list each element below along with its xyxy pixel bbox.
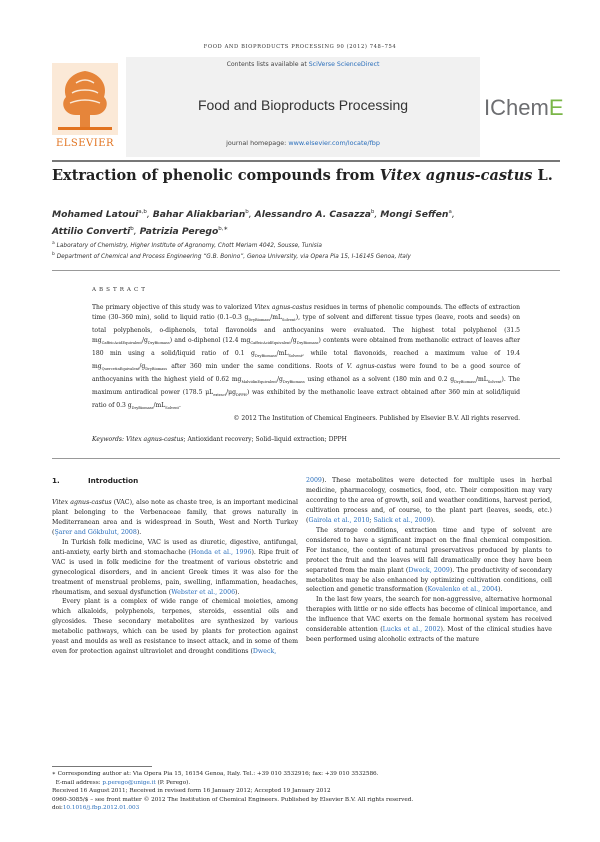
title-main: Extraction of phenolic compounds from <box>52 167 380 184</box>
affiliation-sup: b <box>52 252 55 257</box>
author-line-1 <box>52 205 560 222</box>
author-name[interactable]: Alessandro A. Casazza <box>254 209 371 221</box>
citation-link[interactable]: Webster et al., 2006 <box>171 588 236 596</box>
email-line: E-mail address: p.perego@unige.it (P. Perego). <box>55 779 191 786</box>
contents-line <box>126 61 480 68</box>
citation-link[interactable]: 2009 <box>306 477 322 484</box>
author-affiliation-sup: b <box>130 226 134 233</box>
paragraph: Vitex agnus-castus (VAC), also note as chaste tree, is an important medicinal plant belonging to the Verbenaceae family, that grows naturally in Mediterranean area and is widespread in South, West and North Turkey (Şarer and Gökbulut, 2008). <box>52 498 298 536</box>
author-separator: , <box>146 209 153 221</box>
footnotes <box>52 770 552 813</box>
affiliation-text: Laboratory of Chemistry, Higher Institute of Agronomy, Chott Meriam 4042, Sousse, Tunisia <box>56 242 322 249</box>
email-link[interactable]: p.perego@unige.it <box>102 779 156 786</box>
sciverse-link[interactable]: SciVerse ScienceDirect <box>308 61 380 68</box>
paragraph: Every plant is a complex of wide range of chemical moieties, among which alkaloids, polyphenols, terpenes, steroids, essential oils and glycosides. These secondary metabolites are synthesized by various metabolic pathways, which can be used by plants for protection against yeast and moulds as well as resistance to insect attack, and in some of them even for protection against ultraviolet and drought conditions (Dweck, <box>52 598 298 656</box>
author-affiliation-sup: b,∗ <box>218 226 229 233</box>
author-name[interactable]: Mongi Seffen <box>380 209 449 221</box>
section-number: 1. <box>52 476 60 485</box>
author-separator: , <box>248 209 255 221</box>
keywords-label: Keywords: <box>92 436 125 443</box>
body-column-right <box>306 476 552 645</box>
running-head: FOOD AND BIOPRODUCTS PROCESSING 90 (2012) 748–754 <box>203 44 397 50</box>
homepage-prefix: journal homepage: <box>226 139 289 147</box>
author-separator: , <box>451 209 455 221</box>
corresponding-author: ∗ Corresponding author at: Via Opera Pia 15, 16154 Genoa, Italy. Tel.: +39 010 3532916; fax: +39 010 3532586. <box>52 771 379 777</box>
author-name[interactable]: Bahar Aliakbarian <box>152 209 246 221</box>
author-separator: , <box>374 209 381 221</box>
author-affiliation-sup: a,b <box>138 209 147 215</box>
citation-link[interactable]: Lucks et al., 2002 <box>382 626 441 634</box>
elsevier-tree-icon <box>52 63 118 135</box>
issn-line: 0960-3085/$ – see front matter © 2012 The Institution of Chemical Engineers. Published by Elsevier B.V. All rights reserved. <box>52 796 414 803</box>
affiliation-b <box>52 252 560 260</box>
citation-link[interactable]: Dweck, 2009 <box>408 566 450 574</box>
homepage-link[interactable]: www.elsevier.com/locate/fbp <box>288 139 380 147</box>
article-title <box>52 167 560 184</box>
copyright-line: © 2012 The Institution of Chemical Engineers. Published by Elsevier B.V. All rights reserved. <box>233 415 520 422</box>
citation-link[interactable]: Salick et al., 2009 <box>373 516 431 524</box>
contents-prefix: Contents lists available at <box>226 61 309 68</box>
elsevier-logo[interactable] <box>52 63 118 155</box>
abstract-heading: ABSTRACT <box>92 287 148 293</box>
abstract-rule-bottom <box>52 458 560 459</box>
keywords-rest: ; Antioxidant recovery; Solid–liquid extraction; DPPH <box>183 436 347 443</box>
author-list <box>52 205 560 239</box>
paragraph: 2009). These metabolites were detected for multiple uses in herbal medicine, pharmacology, cosmetics, food, etc. Their composition may vary according to the area of growth, soil and weather conditions, harvest period, cultivation process and, of course, to the plant part (leaves, seeds, etc.) (Gairola et al., 2010; Salick et al., 2009). <box>306 477 552 524</box>
citation-link[interactable]: Honda et al., 1996 <box>190 548 252 556</box>
received-dates: Received 16 August 2011; Received in revised form 16 January 2012; Accepted 19 January 2012 <box>52 788 331 795</box>
abstract-text: The primary objective of this study was to valorized Vitex agnus-castus residues in terms of phenolic compounds. The effects of extraction time (30–360 min), solid to liquid ratio (0.1–0.3 $g_{DryBiomass}/mL_{Solvent}$), type of solvent and different tissue types (leave, roots and seeds) on total polyphenols, o-diphenols, total flavonoids and anthocyanins were evaluated. The highest total polyphenol (31.5 $mg_{CaffeicAcidEquivalent}/g_{DryBiomass}$) and o-diphenol (12.4 $mg_{CaffeicAcidEquivalent}/g_{DryBiomass}$) contents were obtained from methanolic extract of leaves after 180 min using a solid/liquid ratio of 0.1 $g_{DryBiomass}/mL_{Solvent}$, while total flavonoids, reached a maximum value of 19.4 $mg_{QuercetinEquivalent}/g_{DryBiomass}$ after 360 min under the same conditions. Roots of V. agnus-castus were found to be a good source of anthocyanins with the highest yield of 0.62 $mg_{MalvidinEquivalent}/g_{DryBiomass}$ using ethanol as a solvent (180 min and 0.2 $g_{DryBiomass}/mL_{Solvent}$). The maximum antiradical power (178.5 $\mu L_{extract}/\mu g_{DPPH}$) was exhibited by the methanolic leave extract obtained after 360 min at solid/liquid ratio of 0.3 $g_{DryBiomass}/mL_{Solvent}$. <box>92 304 520 410</box>
affiliation-a <box>52 241 560 249</box>
author-affiliation-sup: a <box>448 209 452 215</box>
doi-line: doi:10.1016/j.fbp.2012.01.003 <box>52 805 140 812</box>
author-affiliation-sup: b <box>370 209 375 215</box>
ichem-logo-e: E <box>548 95 564 120</box>
title-end: L. <box>532 167 553 184</box>
citation-link[interactable]: Şarer and Gökbulut, 2008 <box>54 528 137 536</box>
journal-homepage <box>126 139 480 147</box>
journal-banner <box>52 57 564 157</box>
section-heading <box>52 476 298 486</box>
banner-rule <box>52 160 560 162</box>
citation-link[interactable]: Kovalenko et al., 2004 <box>427 586 499 594</box>
keywords <box>92 436 520 443</box>
author-affiliation-sup: b <box>245 209 249 215</box>
citation-link[interactable]: Gairola et al., 2010 <box>308 516 370 524</box>
section-title: Introduction <box>88 476 139 485</box>
paragraph: In the last few years, the search for non-aggressive, alternative hormonal therapies with little or no side effects has become of clinical importance, and the influence that VAC exerts on the female hormonal system has received considerable attention (Lucks et al., 2002). Most of the clinical studies have been performed using alcoholic extracts of the mature <box>306 596 552 644</box>
author-line-2 <box>52 222 560 239</box>
body-column-left <box>52 476 298 657</box>
banner-center <box>126 57 480 157</box>
author-name[interactable]: Attilio Converti <box>52 226 131 238</box>
ichem-logo-i: I <box>484 95 491 120</box>
ichem-logo-chem: Chem <box>490 95 549 120</box>
affiliation-text: Department of Chemical and Process Engineering “G.B. Bonino”, Genoa University, via Opera Pia 15, I-16145 Genoa, Italy <box>56 253 411 260</box>
journal-title: Food and Bioproducts Processing <box>197 97 409 113</box>
citation-link[interactable]: Dweck, <box>252 648 277 656</box>
footnote-rule <box>52 766 152 767</box>
publisher-name: ELSEVIER <box>55 138 115 149</box>
author-separator: , <box>133 226 140 238</box>
abstract-rule-top <box>52 270 560 271</box>
affiliation-sup: a <box>52 241 55 246</box>
ichem-logo[interactable] <box>484 91 564 125</box>
paragraph: The storage conditions, extraction time and type of solvent are considered to have a significant impact on the final chemical composition. For instance, the content of natural preservatives produced by plants to protect the fruit and the leaves will fall dramatically once they have been separated from the main plant (Dweck, 2009). The productivity of secondary metabolites may be also enhanced by optimizing cultivation conditions, cell selection and genetic transformation (Kovalenko et al., 2004). <box>306 526 552 594</box>
author-name[interactable]: Mohamed Latoui <box>52 209 139 221</box>
doi-link[interactable]: 10.1016/j.fbp.2012.01.003 <box>62 805 140 812</box>
paragraph: In Turkish folk medicine, VAC is used as diuretic, digestive, antifungal, anti-anxiety, early birth and stomachache (Honda et al., 1996). Ripe fruit of VAC is used in folk medicine for the treatment of various obstetric and gynecological disorders, and in ancient Greek times it was also for the treatment of menstrual problems, pain, swelling, inflammation, headaches, rheumatism, and sexual dysfunction (Webster et al., 2006). <box>52 538 299 596</box>
author-name[interactable]: Patrizia Perego <box>139 226 219 238</box>
title-species: Vitex agnus-castus <box>379 167 533 184</box>
keyword-species: Vitex agnus-castus <box>126 436 184 443</box>
